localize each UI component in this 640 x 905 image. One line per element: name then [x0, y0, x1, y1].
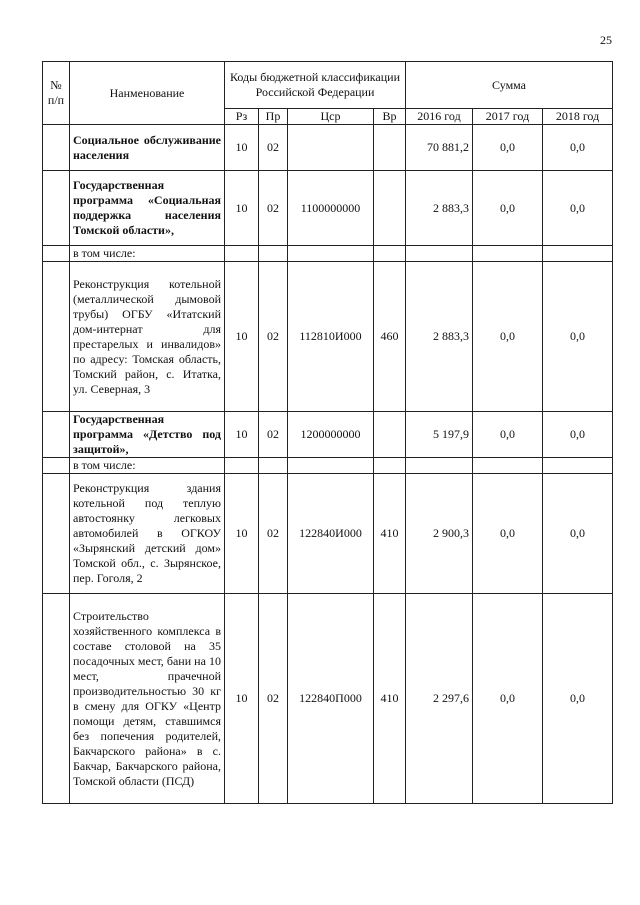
table-row: [43, 171, 613, 246]
cell-num: [43, 474, 70, 594]
cell-num: [43, 246, 70, 262]
col-header-codes: Коды бюджетной классификации Российской Федерации: [225, 62, 406, 109]
table-row: [43, 246, 613, 262]
cell-name: Государственная программа «Социальная поддержка населения Томской области»,: [70, 171, 225, 246]
cell-2018: [543, 246, 613, 262]
cell-csr: 1200000000: [288, 412, 374, 458]
cell-csr: 112810И000: [288, 262, 374, 412]
cell-rz: 10: [225, 594, 259, 804]
cell-2018: 0,0: [543, 262, 613, 412]
cell-vr: [374, 125, 406, 171]
cell-num: [43, 262, 70, 412]
col-header-name: Нанменование: [70, 62, 225, 125]
cell-rz: 10: [225, 262, 259, 412]
cell-pr: 02: [259, 474, 288, 594]
cell-pr: 02: [259, 171, 288, 246]
col-header-num: № п/п: [43, 62, 70, 125]
table-row: [43, 594, 613, 804]
cell-vr: [374, 458, 406, 474]
cell-name: Строительство хозяйственного комплекса в составе столовой на 35 посадочных мест, бани на 10 мест, прачечной производительностью 30 кг в смену для ОГКУ «Центр помощи детям, ставшимся без попечения родителей, Бакчарского района» в с. Бакчар, Бакчарского района, Томской области (ПСД): [70, 594, 225, 804]
cell-rz: [225, 246, 259, 262]
cell-csr: [288, 458, 374, 474]
cell-2016: 5 197,9: [406, 412, 473, 458]
col-header-pr: Пр: [259, 109, 288, 125]
cell-num: [43, 171, 70, 246]
cell-2018: 0,0: [543, 412, 613, 458]
cell-vr: [374, 246, 406, 262]
cell-2016: [406, 458, 473, 474]
cell-pr: 02: [259, 412, 288, 458]
cell-name: Социальное обслуживание населения: [70, 125, 225, 171]
cell-num: [43, 412, 70, 458]
cell-vr: [374, 171, 406, 246]
cell-pr: 02: [259, 125, 288, 171]
cell-2016: 2 297,6: [406, 594, 473, 804]
col-header-vr: Вр: [374, 109, 406, 125]
cell-2017: 0,0: [473, 171, 543, 246]
cell-rz: 10: [225, 474, 259, 594]
col-header-2018: 2018 год: [543, 109, 613, 125]
cell-name: Реконструкция котельной (металлической дымовой трубы) ОГБУ «Итатский дом-интернат для престарелых и инвалидов» по адресу: Томская область, Томский район, с. Итатка, ул. Северная, 3: [70, 262, 225, 412]
col-header-2016: 2016 год: [406, 109, 473, 125]
cell-2016: [406, 246, 473, 262]
cell-csr: 1100000000: [288, 171, 374, 246]
cell-2016: 2 883,3: [406, 171, 473, 246]
cell-name: Реконструкция здания котельной под теплую автостоянку легковых автомобилей в ОГКОУ «Зырянский детский дом» Томской обл., с. Зырянское, пер. Гоголя, 2: [70, 474, 225, 594]
cell-rz: [225, 458, 259, 474]
cell-vr: 410: [374, 594, 406, 804]
cell-num: [43, 125, 70, 171]
col-header-sum: Сумма: [406, 62, 613, 109]
cell-pr: [259, 458, 288, 474]
cell-vr: [374, 412, 406, 458]
cell-csr: 122840И000: [288, 474, 374, 594]
table-row: [43, 412, 613, 458]
cell-rz: 10: [225, 125, 259, 171]
cell-2016: 2 900,3: [406, 474, 473, 594]
cell-2017: 0,0: [473, 474, 543, 594]
cell-name: в том числе:: [70, 458, 225, 474]
cell-pr: [259, 246, 288, 262]
cell-num: [43, 594, 70, 804]
cell-rz: 10: [225, 412, 259, 458]
cell-2018: 0,0: [543, 171, 613, 246]
cell-2018: 0,0: [543, 474, 613, 594]
col-header-2017: 2017 год: [473, 109, 543, 125]
cell-vr: 410: [374, 474, 406, 594]
cell-2017: 0,0: [473, 412, 543, 458]
cell-2017: 0,0: [473, 594, 543, 804]
cell-2018: [543, 458, 613, 474]
cell-2017: [473, 246, 543, 262]
table-row: [43, 458, 613, 474]
cell-2017: 0,0: [473, 125, 543, 171]
cell-2017: 0,0: [473, 262, 543, 412]
cell-pr: 02: [259, 594, 288, 804]
table-row: [43, 262, 613, 412]
cell-2016: 70 881,2: [406, 125, 473, 171]
cell-2016: 2 883,3: [406, 262, 473, 412]
cell-2018: 0,0: [543, 594, 613, 804]
col-header-rz: Рз: [225, 109, 259, 125]
cell-2017: [473, 458, 543, 474]
table-row: [43, 474, 613, 594]
cell-csr: 122840П000: [288, 594, 374, 804]
cell-rz: 10: [225, 171, 259, 246]
cell-csr: [288, 246, 374, 262]
cell-2018: 0,0: [543, 125, 613, 171]
cell-num: [43, 458, 70, 474]
cell-name: Государственная программа «Детство под защитой»,: [70, 412, 225, 458]
cell-pr: 02: [259, 262, 288, 412]
cell-csr: [288, 125, 374, 171]
table-row: [43, 125, 613, 171]
col-header-csr: Цср: [288, 109, 374, 125]
cell-vr: 460: [374, 262, 406, 412]
cell-name: в том числе:: [70, 246, 225, 262]
page-number: 25: [600, 33, 612, 47]
budget-table: [42, 61, 613, 804]
